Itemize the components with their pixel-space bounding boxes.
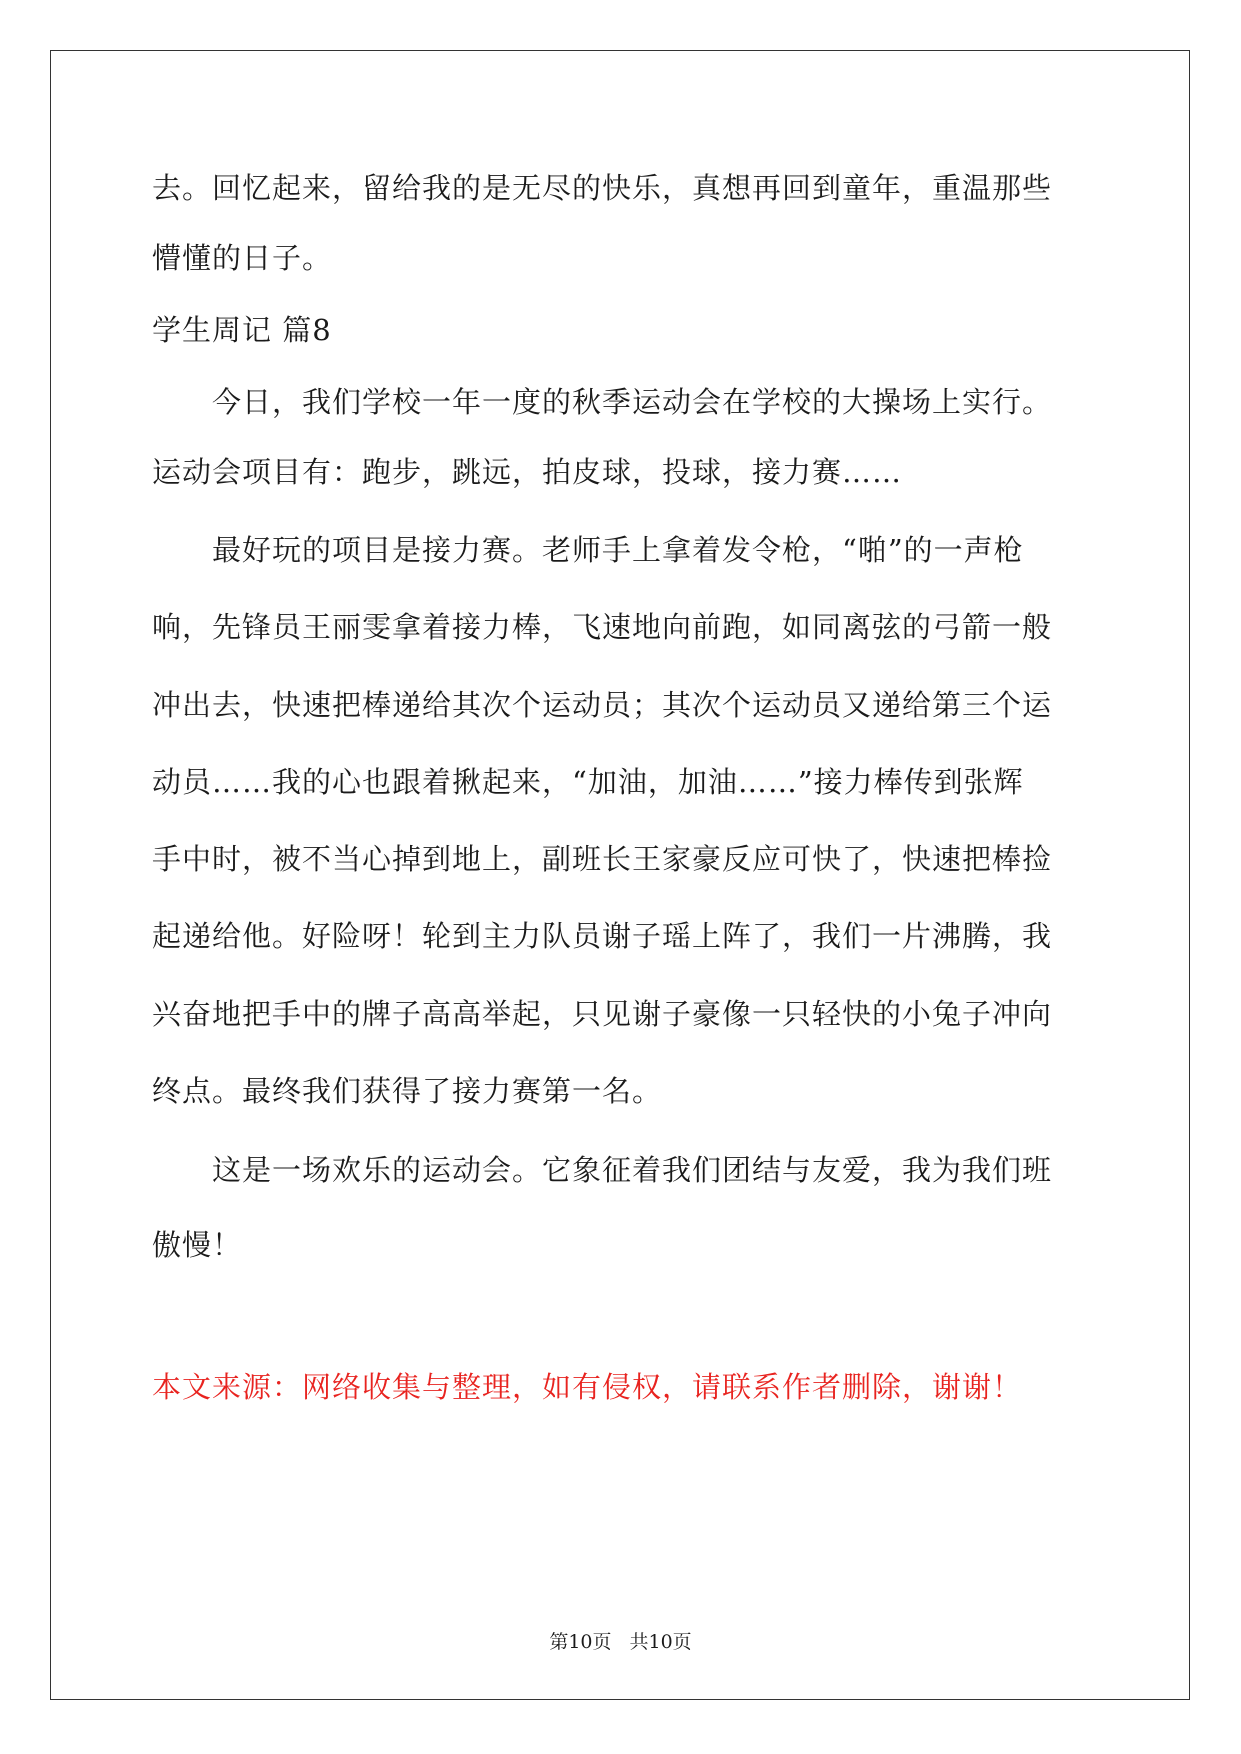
text-line: 动员……我的心也跟着揪起来，“加油，加油……”接力棒传到张辉 bbox=[152, 765, 1024, 799]
page-total: 共10页 bbox=[629, 1631, 692, 1653]
text-line: 运动会项目有：跑步，跳远，拍皮球，投球，接力赛…… bbox=[152, 455, 903, 489]
text-line: 终点。最终我们获得了接力赛第一名。 bbox=[152, 1074, 663, 1108]
text-line: 最好玩的项目是接力赛。老师手上拿着发令枪，“啪”的一声枪 bbox=[152, 533, 1024, 567]
page-footer bbox=[0, 1630, 1241, 1654]
text-line: 今日，我们学校一年一度的秋季运动会在学校的大操场上实行。 bbox=[152, 385, 1053, 419]
text-line: 手中时，被不当心掉到地上，副班长王家豪反应可快了，快速把棒捡 bbox=[152, 842, 1053, 876]
text-line: 兴奋地把手中的牌子高高举起，只见谢子豪像一只轻快的小兔子冲向 bbox=[152, 997, 1053, 1031]
source-note: 本文来源：网络收集与整理，如有侵权，请联系作者删除，谢谢！ bbox=[152, 1370, 1023, 1404]
text-line: 懵懂的日子。 bbox=[152, 241, 333, 275]
text-line: 起递给他。好险呀！轮到主力队员谢子瑶上阵了，我们一片沸腾，我 bbox=[152, 919, 1053, 953]
text-line: 这是一场欢乐的运动会。它象征着我们团结与友爱，我为我们班 bbox=[152, 1153, 1053, 1187]
text-line: 冲出去，快速把棒递给其次个运动员；其次个运动员又递给第三个运 bbox=[152, 688, 1053, 722]
page-number: 第10页 bbox=[549, 1631, 612, 1653]
section-heading: 学生周记 篇8 bbox=[152, 313, 332, 347]
text-line: 去。回忆起来，留给我的是无尽的快乐，真想再回到童年，重温那些 bbox=[152, 171, 1053, 205]
text-line: 傲慢！ bbox=[152, 1228, 243, 1262]
text-line: 响，先锋员王丽雯拿着接力棒，飞速地向前跑，如同离弦的弓箭一般 bbox=[152, 610, 1053, 644]
